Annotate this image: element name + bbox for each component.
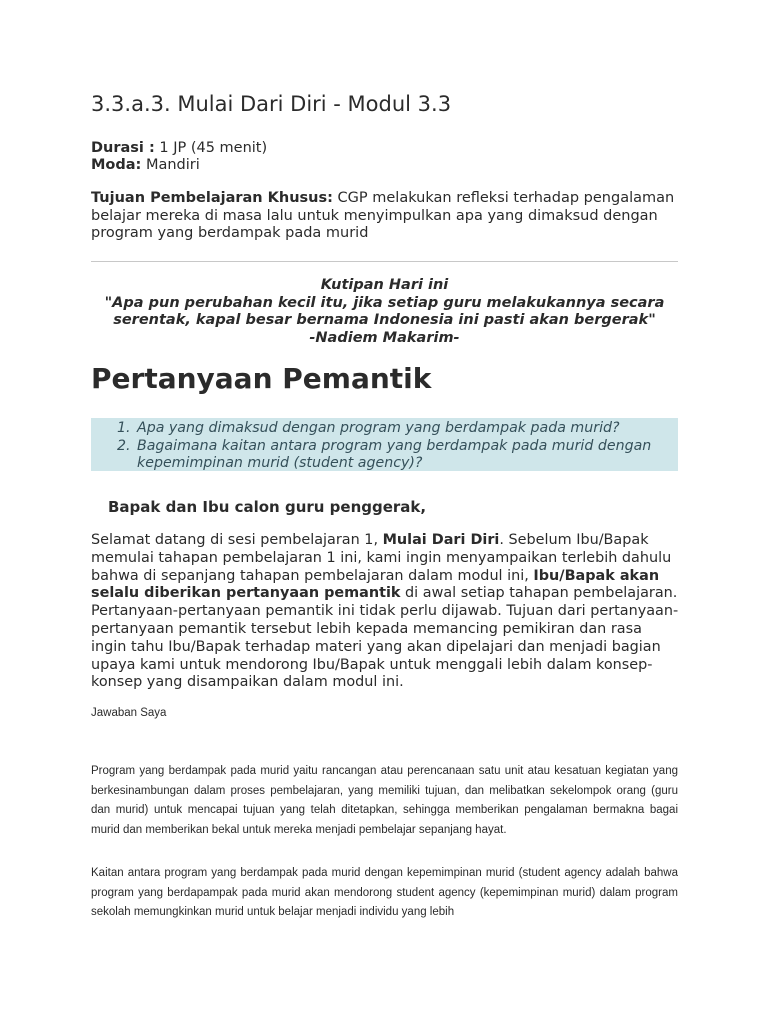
intro-text-2: . Sebelum Ibu/Bapak memulai tahapan pembelajaran 1 ini, kami ingin menyampaikan terlebih dahulu bahwa di sepanjang tahapan pembelajaran dalam modul ini, (91, 532, 672, 584)
intro-bold-1: Mulai Dari Diri (382, 532, 500, 548)
objective-text: CGP melakukan refleksi terhadap pengalaman belajar mereka di masa lalu untuk menyimpulkan apa yang dimaksud dengan program yang berdampak pada murid (91, 190, 675, 241)
section-heading: Pertanyaan Pemantik (91, 362, 432, 395)
objective-label: Tujuan Pembelajaran Khusus: (91, 190, 333, 206)
quote-line-1: "Apa pun perubahan kecil itu, jika setiap guru melakukannya secara (104, 294, 665, 311)
quote-heading: Kutipan Hari ini (320, 277, 449, 293)
moda-value: Mandiri (141, 157, 200, 173)
trigger-questions-box (91, 418, 678, 471)
greeting: Bapak dan Ibu calon guru penggerak, (108, 498, 427, 516)
intro-text-1: Selamat datang di sesi pembelajaran 1, (91, 532, 383, 548)
page-title: 3.3.a.3. Mulai Dari Diri - Modul 3.3 (91, 92, 452, 116)
trigger-questions-list (91, 418, 678, 473)
answer-paragraph-1: Program yang berdampak pada murid yaitu rancangan atau perencanaan satu unit atau kesatuan kegiatan yang berkesinambungan dalam proses pembelajaran, yang memiliki tujuan, dan melibatkan sekelompok orang (guru dan murid) untuk mencapai tujuan yang telah ditetapkan, sehingga memberikan pengalaman bermakna bagai murid dan memberikan bekal untuk mereka menjadi pembelajar sepanjang hayat. (91, 765, 678, 836)
answer-label: Jawaban Saya (91, 707, 167, 719)
answer-paragraph-2: Kaitan antara program yang berdampak pada murid dengan kepemimpinan murid (student agency adalah bahwa program yang berdapampak pada murid akan mendorong student agency (kepemimpinan murid) dalam program sekolah memungkinkan murid untuk belajar menjadi individu yang lebih (91, 867, 678, 918)
intro-bold-2: Ibu/Bapak akan selalu diberikan pertanyaan pemantik (91, 567, 660, 602)
quote-author: -Nadiem Makarim- (309, 329, 460, 346)
moda-label: Moda: (91, 157, 142, 173)
quote-line-2: serentak, kapal besar bernama Indonesia ini pasti akan bergerak" (113, 312, 656, 328)
intro-text-3: di awal setiap tahapan pembelajaran. Pertanyaan-pertanyaan pemantik ini tidak perlu dijawab. Tujuan dari pertanyaan-pertanyaan pemantik tersebut lebih kepada memancing pemikiran dan rasa ingin tahu Ibu/Bapak terhadap materi yang akan dipelajari dan menjadi bagian upaya kami untuk mendorong Ibu/Bapak untuk menggali lebih dalam konsep-konsep yang disampaikan dalam modul ini. (91, 585, 679, 691)
moda-line (91, 156, 200, 174)
durasi-value: 1 JP (45 menit) (154, 140, 268, 156)
daily-quote (91, 277, 678, 347)
divider (91, 261, 678, 262)
question-item: 1. Apa yang dimaksud dengan program yang berdampak pada murid? (135, 420, 678, 438)
durasi-label: Durasi : (91, 140, 155, 156)
durasi-line (91, 139, 267, 157)
question-item: 2. Bagaimana kaitan antara program yang berdampak pada murid dengan kepemimpinan murid (student agency)? (135, 438, 678, 473)
learning-objective (91, 190, 691, 243)
intro-paragraph (91, 532, 681, 692)
